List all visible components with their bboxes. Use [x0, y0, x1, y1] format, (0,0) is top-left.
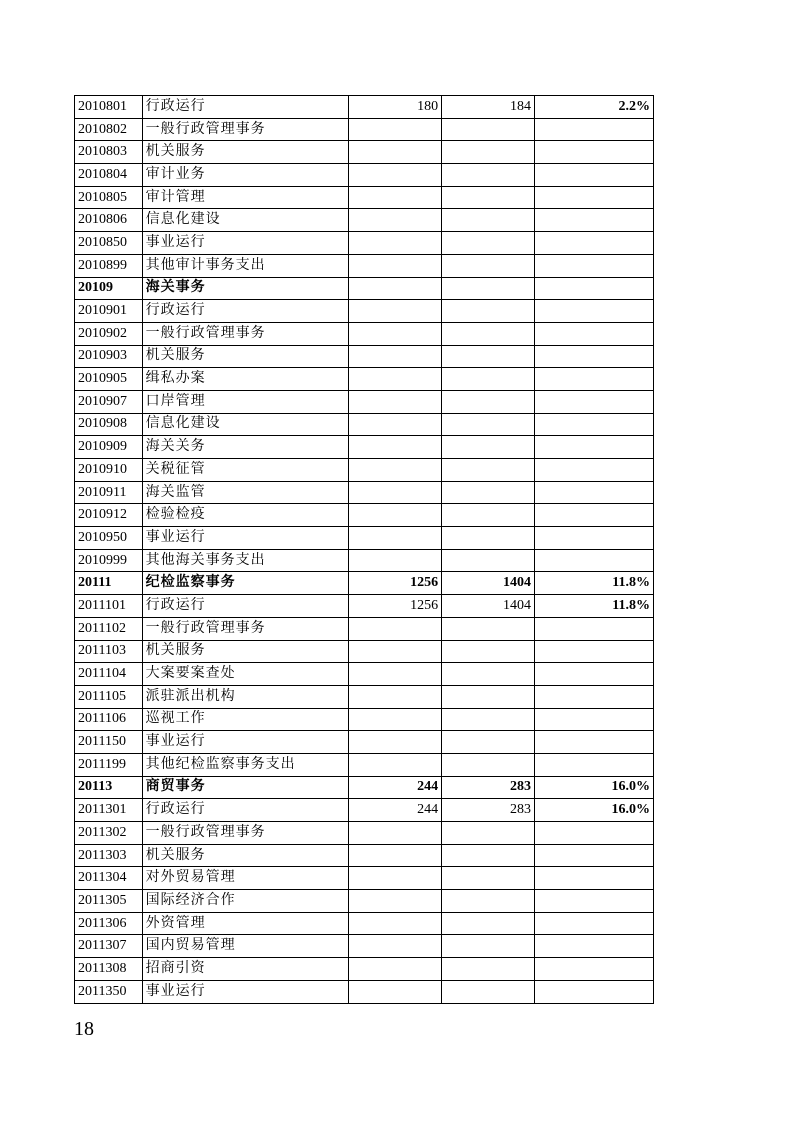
prior-year-value-cell	[349, 663, 442, 686]
table-row	[75, 186, 654, 209]
page-number: 18	[74, 1018, 94, 1040]
subject-code-cell: 2010912	[75, 504, 143, 527]
prior-year-value-cell	[349, 549, 442, 572]
table-body	[75, 96, 654, 1004]
prior-year-value-cell	[349, 164, 442, 187]
growth-rate-cell	[534, 164, 653, 187]
growth-rate-cell	[534, 459, 653, 482]
table-row	[75, 844, 654, 867]
subject-name-cell: 国际经济合作	[142, 890, 349, 913]
subject-code-cell: 2011308	[75, 958, 143, 981]
growth-rate-cell	[534, 209, 653, 232]
prior-year-value-cell	[349, 390, 442, 413]
subject-name-cell: 一般行政管理事务	[142, 118, 349, 141]
table-row	[75, 822, 654, 845]
table-row	[75, 595, 654, 618]
current-year-value-cell	[442, 617, 535, 640]
current-year-value-cell	[442, 822, 535, 845]
prior-year-value-cell	[349, 368, 442, 391]
subject-code-cell: 2010850	[75, 232, 143, 255]
growth-rate-cell	[534, 708, 653, 731]
table-row	[75, 912, 654, 935]
prior-year-value-cell	[349, 980, 442, 1003]
prior-year-value-cell	[349, 186, 442, 209]
table-row	[75, 663, 654, 686]
growth-rate-cell	[534, 753, 653, 776]
growth-rate-cell	[534, 141, 653, 164]
growth-rate-cell	[534, 322, 653, 345]
table-row	[75, 300, 654, 323]
table-row	[75, 867, 654, 890]
subject-name-cell: 巡视工作	[142, 708, 349, 731]
table-row	[75, 322, 654, 345]
prior-year-value-cell	[349, 617, 442, 640]
table-row	[75, 958, 654, 981]
prior-year-value-cell: 244	[349, 799, 442, 822]
growth-rate-cell	[534, 890, 653, 913]
prior-year-value-cell	[349, 912, 442, 935]
prior-year-value-cell	[349, 685, 442, 708]
current-year-value-cell	[442, 481, 535, 504]
subject-code-cell: 2010950	[75, 527, 143, 550]
current-year-value-cell	[442, 345, 535, 368]
growth-rate-cell	[534, 731, 653, 754]
subject-name-cell: 检验检疫	[142, 504, 349, 527]
category-row	[75, 572, 654, 595]
prior-year-value-cell: 180	[349, 96, 442, 119]
growth-rate-cell	[534, 368, 653, 391]
current-year-value-cell	[442, 322, 535, 345]
growth-rate-cell	[534, 822, 653, 845]
subject-code-cell: 2010804	[75, 164, 143, 187]
subject-code-cell: 2011301	[75, 799, 143, 822]
subject-name-cell: 信息化建设	[142, 413, 349, 436]
prior-year-value-cell	[349, 935, 442, 958]
subject-code-cell: 20113	[75, 776, 143, 799]
current-year-value-cell	[442, 209, 535, 232]
subject-code-cell: 2010801	[75, 96, 143, 119]
growth-rate-cell	[534, 980, 653, 1003]
growth-rate-cell: 2.2%	[534, 96, 653, 119]
subject-code-cell: 2010911	[75, 481, 143, 504]
table-row	[75, 799, 654, 822]
subject-name-cell: 海关监管	[142, 481, 349, 504]
table-row	[75, 368, 654, 391]
subject-code-cell: 2011150	[75, 731, 143, 754]
table-row	[75, 640, 654, 663]
table-row	[75, 209, 654, 232]
subject-code-cell: 2010903	[75, 345, 143, 368]
subject-code-cell: 2010907	[75, 390, 143, 413]
table-row	[75, 980, 654, 1003]
current-year-value-cell	[442, 118, 535, 141]
subject-code-cell: 2010901	[75, 300, 143, 323]
subject-name-cell: 缉私办案	[142, 368, 349, 391]
prior-year-value-cell	[349, 300, 442, 323]
current-year-value-cell	[442, 708, 535, 731]
growth-rate-cell	[534, 685, 653, 708]
growth-rate-cell	[534, 277, 653, 300]
current-year-value-cell	[442, 436, 535, 459]
subject-name-cell: 其他海关事务支出	[142, 549, 349, 572]
prior-year-value-cell	[349, 277, 442, 300]
prior-year-value-cell	[349, 322, 442, 345]
growth-rate-cell	[534, 345, 653, 368]
growth-rate-cell	[534, 300, 653, 323]
subject-code-cell: 2010899	[75, 254, 143, 277]
growth-rate-cell: 11.8%	[534, 572, 653, 595]
prior-year-value-cell: 244	[349, 776, 442, 799]
growth-rate-cell	[534, 640, 653, 663]
subject-code-cell: 2010910	[75, 459, 143, 482]
prior-year-value-cell	[349, 118, 442, 141]
current-year-value-cell	[442, 232, 535, 255]
subject-name-cell: 机关服务	[142, 640, 349, 663]
subject-name-cell: 纪检监察事务	[142, 572, 349, 595]
subject-name-cell: 事业运行	[142, 731, 349, 754]
table-row	[75, 118, 654, 141]
subject-name-cell: 对外贸易管理	[142, 867, 349, 890]
table-row	[75, 254, 654, 277]
table-row	[75, 164, 654, 187]
subject-code-cell: 2010902	[75, 322, 143, 345]
current-year-value-cell	[442, 685, 535, 708]
subject-name-cell: 审计业务	[142, 164, 349, 187]
prior-year-value-cell	[349, 209, 442, 232]
current-year-value-cell	[442, 867, 535, 890]
subject-code-cell: 20111	[75, 572, 143, 595]
current-year-value-cell	[442, 980, 535, 1003]
prior-year-value-cell	[349, 436, 442, 459]
subject-code-cell: 2010803	[75, 141, 143, 164]
prior-year-value-cell	[349, 822, 442, 845]
subject-code-cell: 2011303	[75, 844, 143, 867]
table-row	[75, 708, 654, 731]
growth-rate-cell	[534, 527, 653, 550]
category-row	[75, 277, 654, 300]
prior-year-value-cell	[349, 141, 442, 164]
subject-code-cell: 2010909	[75, 436, 143, 459]
subject-name-cell: 机关服务	[142, 141, 349, 164]
subject-name-cell: 其他纪检监察事务支出	[142, 753, 349, 776]
table-row	[75, 617, 654, 640]
current-year-value-cell	[442, 254, 535, 277]
subject-name-cell: 行政运行	[142, 595, 349, 618]
prior-year-value-cell	[349, 481, 442, 504]
subject-code-cell: 2011106	[75, 708, 143, 731]
budget-table	[74, 95, 654, 1004]
subject-code-cell: 2010802	[75, 118, 143, 141]
current-year-value-cell	[442, 844, 535, 867]
current-year-value-cell	[442, 141, 535, 164]
category-row	[75, 776, 654, 799]
growth-rate-cell	[534, 436, 653, 459]
table-row	[75, 890, 654, 913]
subject-name-cell: 审计管理	[142, 186, 349, 209]
subject-code-cell: 2011304	[75, 867, 143, 890]
prior-year-value-cell	[349, 413, 442, 436]
growth-rate-cell	[534, 958, 653, 981]
table-row	[75, 504, 654, 527]
subject-code-cell: 2011105	[75, 685, 143, 708]
subject-name-cell: 派驻派出机构	[142, 685, 349, 708]
current-year-value-cell	[442, 958, 535, 981]
subject-code-cell: 20109	[75, 277, 143, 300]
growth-rate-cell	[534, 912, 653, 935]
prior-year-value-cell	[349, 890, 442, 913]
table-row	[75, 232, 654, 255]
growth-rate-cell	[534, 867, 653, 890]
subject-name-cell: 大案要案查处	[142, 663, 349, 686]
table-row	[75, 459, 654, 482]
growth-rate-cell	[534, 186, 653, 209]
table-row	[75, 549, 654, 572]
table-row	[75, 96, 654, 119]
subject-name-cell: 事业运行	[142, 232, 349, 255]
current-year-value-cell	[442, 368, 535, 391]
table-row	[75, 481, 654, 504]
table-row	[75, 413, 654, 436]
subject-name-cell: 商贸事务	[142, 776, 349, 799]
subject-code-cell: 2011306	[75, 912, 143, 935]
prior-year-value-cell	[349, 867, 442, 890]
subject-code-cell: 2011350	[75, 980, 143, 1003]
subject-code-cell: 2010908	[75, 413, 143, 436]
prior-year-value-cell	[349, 753, 442, 776]
subject-name-cell: 口岸管理	[142, 390, 349, 413]
subject-name-cell: 一般行政管理事务	[142, 822, 349, 845]
subject-code-cell: 2011307	[75, 935, 143, 958]
growth-rate-cell	[534, 390, 653, 413]
growth-rate-cell	[534, 663, 653, 686]
current-year-value-cell	[442, 549, 535, 572]
growth-rate-cell	[534, 254, 653, 277]
growth-rate-cell	[534, 935, 653, 958]
subject-code-cell: 2011199	[75, 753, 143, 776]
current-year-value-cell	[442, 504, 535, 527]
prior-year-value-cell	[349, 504, 442, 527]
prior-year-value-cell	[349, 459, 442, 482]
current-year-value-cell	[442, 935, 535, 958]
subject-name-cell: 机关服务	[142, 345, 349, 368]
current-year-value-cell	[442, 459, 535, 482]
current-year-value-cell	[442, 640, 535, 663]
current-year-value-cell	[442, 277, 535, 300]
subject-name-cell: 事业运行	[142, 980, 349, 1003]
growth-rate-cell: 11.8%	[534, 595, 653, 618]
subject-name-cell: 其他审计事务支出	[142, 254, 349, 277]
table-row	[75, 753, 654, 776]
subject-code-cell: 2010999	[75, 549, 143, 572]
subject-code-cell: 2011302	[75, 822, 143, 845]
prior-year-value-cell	[349, 254, 442, 277]
growth-rate-cell	[534, 844, 653, 867]
prior-year-value-cell: 1256	[349, 595, 442, 618]
subject-name-cell: 一般行政管理事务	[142, 617, 349, 640]
current-year-value-cell: 1404	[442, 595, 535, 618]
subject-name-cell: 国内贸易管理	[142, 935, 349, 958]
prior-year-value-cell	[349, 731, 442, 754]
current-year-value-cell	[442, 164, 535, 187]
subject-code-cell: 2010905	[75, 368, 143, 391]
current-year-value-cell: 283	[442, 776, 535, 799]
subject-code-cell: 2011101	[75, 595, 143, 618]
subject-code-cell: 2011104	[75, 663, 143, 686]
growth-rate-cell	[534, 481, 653, 504]
subject-name-cell: 招商引资	[142, 958, 349, 981]
growth-rate-cell	[534, 617, 653, 640]
subject-name-cell: 信息化建设	[142, 209, 349, 232]
subject-name-cell: 行政运行	[142, 300, 349, 323]
prior-year-value-cell	[349, 640, 442, 663]
table-row	[75, 685, 654, 708]
subject-code-cell: 2011103	[75, 640, 143, 663]
growth-rate-cell	[534, 549, 653, 572]
table-row	[75, 731, 654, 754]
subject-code-cell: 2010805	[75, 186, 143, 209]
growth-rate-cell: 16.0%	[534, 799, 653, 822]
prior-year-value-cell	[349, 708, 442, 731]
current-year-value-cell	[442, 663, 535, 686]
current-year-value-cell	[442, 731, 535, 754]
subject-name-cell: 关税征管	[142, 459, 349, 482]
subject-name-cell: 行政运行	[142, 799, 349, 822]
current-year-value-cell	[442, 912, 535, 935]
current-year-value-cell: 283	[442, 799, 535, 822]
table-row	[75, 390, 654, 413]
prior-year-value-cell	[349, 844, 442, 867]
current-year-value-cell	[442, 186, 535, 209]
subject-name-cell: 海关关务	[142, 436, 349, 459]
table-row	[75, 345, 654, 368]
subject-name-cell: 外资管理	[142, 912, 349, 935]
current-year-value-cell	[442, 890, 535, 913]
prior-year-value-cell	[349, 958, 442, 981]
growth-rate-cell	[534, 118, 653, 141]
subject-name-cell: 事业运行	[142, 527, 349, 550]
subject-code-cell: 2011305	[75, 890, 143, 913]
current-year-value-cell: 184	[442, 96, 535, 119]
subject-name-cell: 海关事务	[142, 277, 349, 300]
subject-name-cell: 行政运行	[142, 96, 349, 119]
growth-rate-cell	[534, 413, 653, 436]
current-year-value-cell	[442, 753, 535, 776]
table-row	[75, 935, 654, 958]
prior-year-value-cell	[349, 345, 442, 368]
prior-year-value-cell: 1256	[349, 572, 442, 595]
prior-year-value-cell	[349, 232, 442, 255]
subject-code-cell: 2011102	[75, 617, 143, 640]
subject-name-cell: 机关服务	[142, 844, 349, 867]
current-year-value-cell: 1404	[442, 572, 535, 595]
table-row	[75, 436, 654, 459]
current-year-value-cell	[442, 413, 535, 436]
growth-rate-cell	[534, 232, 653, 255]
subject-code-cell: 2010806	[75, 209, 143, 232]
table-row	[75, 141, 654, 164]
growth-rate-cell: 16.0%	[534, 776, 653, 799]
subject-name-cell: 一般行政管理事务	[142, 322, 349, 345]
current-year-value-cell	[442, 390, 535, 413]
current-year-value-cell	[442, 300, 535, 323]
current-year-value-cell	[442, 527, 535, 550]
growth-rate-cell	[534, 504, 653, 527]
table-row	[75, 527, 654, 550]
prior-year-value-cell	[349, 527, 442, 550]
